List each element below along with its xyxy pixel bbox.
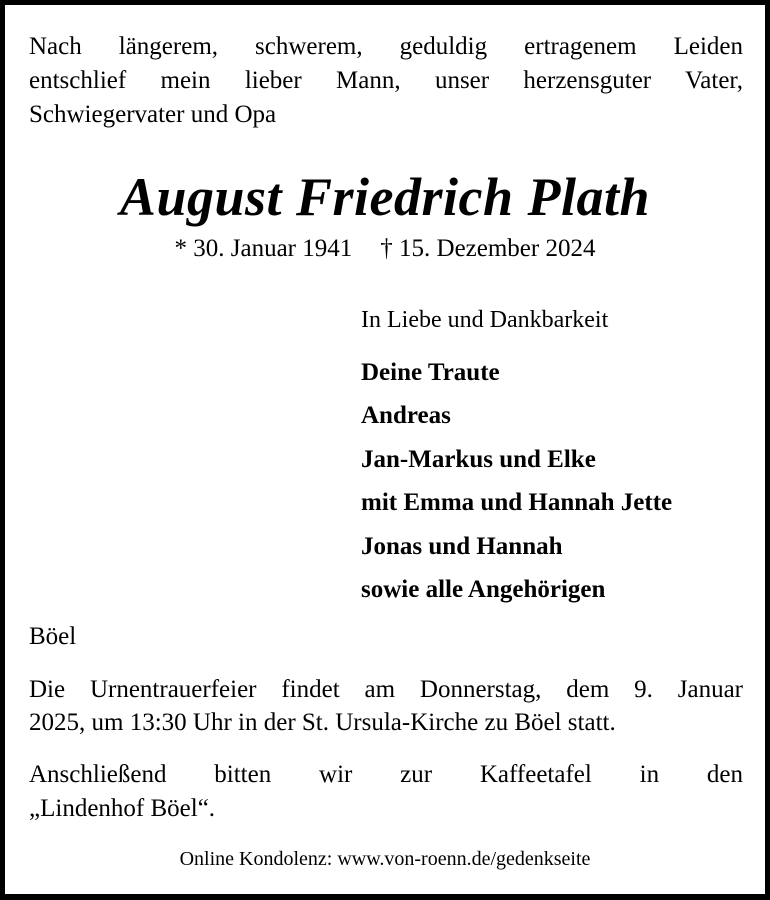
ceremony-line-1: Die Urnentrauerfeier findet am Donnerstag, dem 9. Januar <box>29 676 743 703</box>
family-member: Andreas <box>361 402 451 430</box>
family-member: Jonas und Hannah <box>361 532 563 560</box>
ceremony-line-2: 2025, um 13:30 Uhr in der St. Ursula-Kirche zu Böel statt. <box>29 709 616 736</box>
ceremony-text <box>29 673 743 739</box>
thanks-line: In Liebe und Dankbarkeit <box>361 307 609 333</box>
reception-text <box>29 758 743 826</box>
birth-date: * 30. Januar 1941 <box>174 235 353 262</box>
place-name: Böel <box>29 623 77 650</box>
family-member: Jan-Markus und Elke <box>361 445 596 473</box>
intro-text <box>29 30 743 132</box>
intro-line-1: Nach längerem, schwerem, geduldig ertragenem Leiden <box>29 33 743 60</box>
family-member: sowie alle Angehörigen <box>361 576 606 604</box>
family-member: Deine Traute <box>361 359 500 386</box>
deceased-name: August Friedrich Plath <box>119 167 651 227</box>
death-date: † 15. Dezember 2024 <box>380 235 596 262</box>
family-list <box>361 351 672 611</box>
family-member: mit Emma und Hannah Jette <box>361 489 673 517</box>
intro-line-2: entschlief mein lieber Mann, unser herzensguter Vater, <box>29 67 743 94</box>
reception-line-2: „Lindenhof Böel“. <box>29 795 216 822</box>
intro-line-3: Schwiegervater und Opa <box>29 101 277 128</box>
life-dates <box>0 232 770 266</box>
online-condolence: Online Kondolenz: www.von-roenn.de/gedenkseite <box>179 848 591 870</box>
reception-line-1: Anschließend bitten wir zur Kaffeetafel in den <box>29 761 743 788</box>
